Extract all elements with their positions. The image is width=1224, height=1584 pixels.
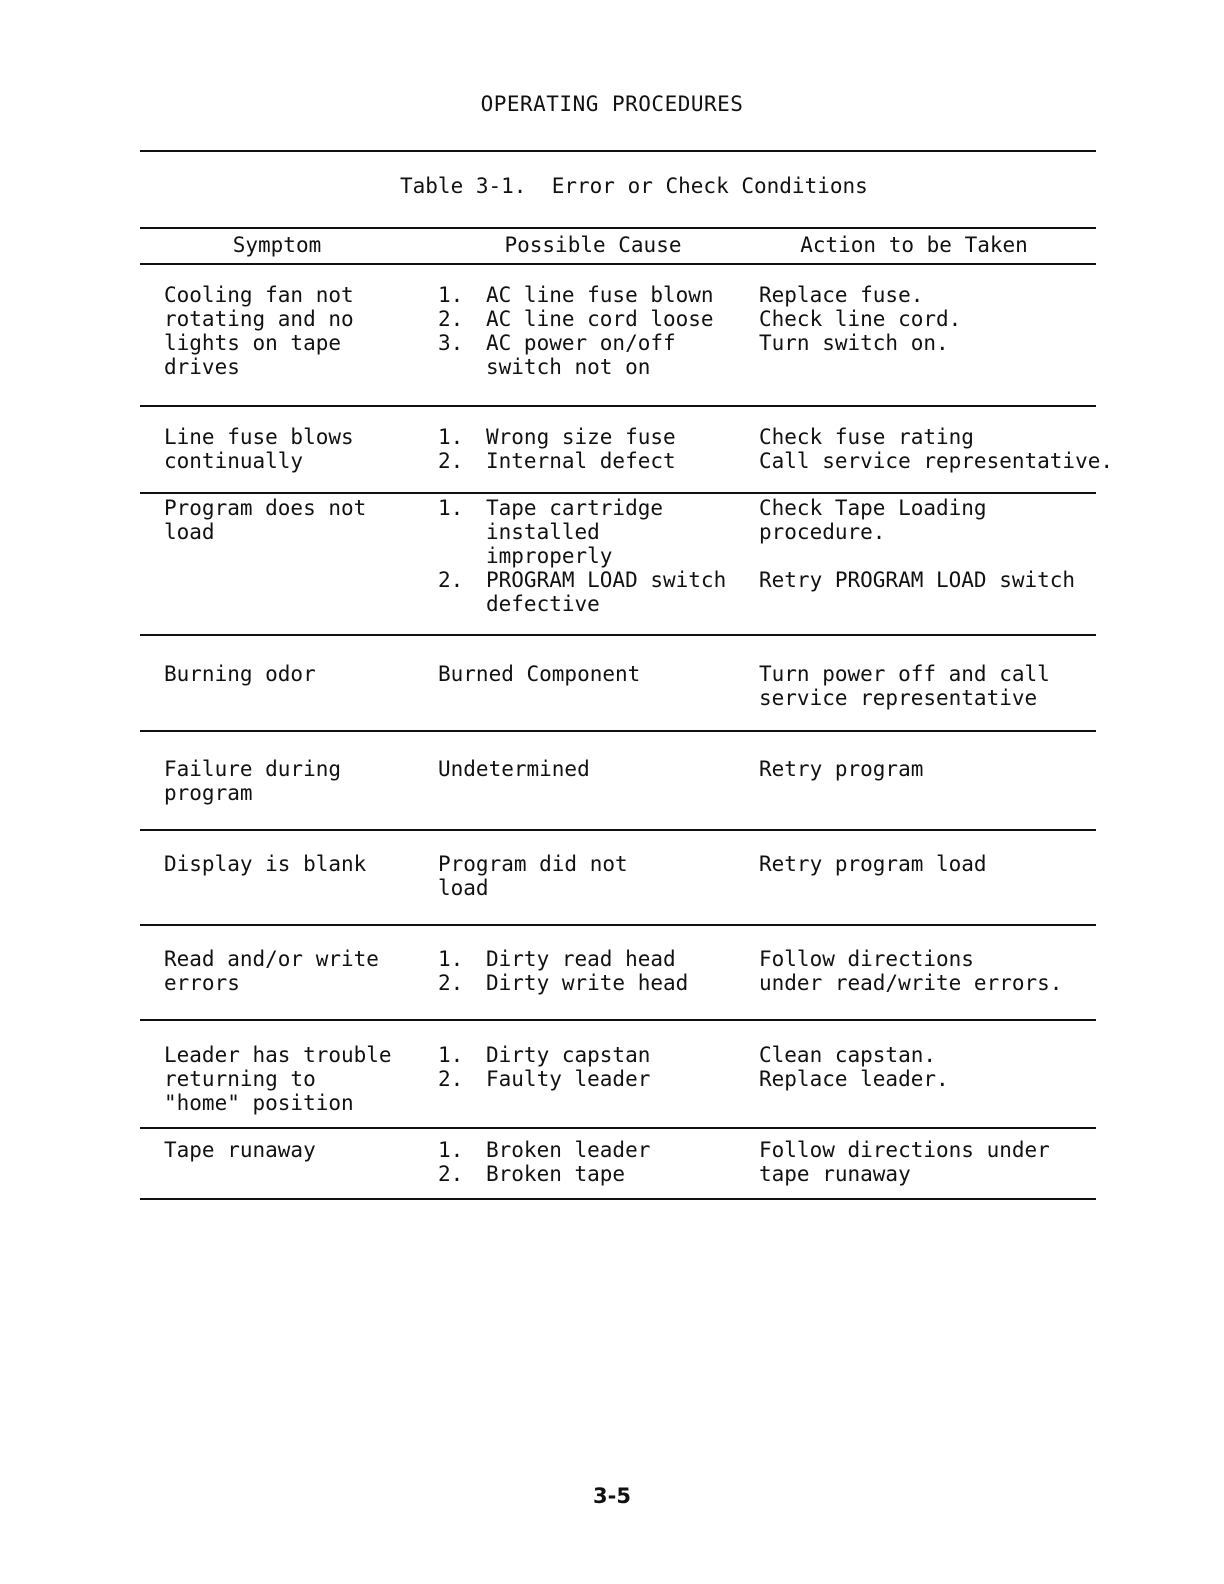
cause-cell (438, 947, 758, 995)
cell-line: Clean capstan. (759, 1043, 937, 1067)
action-cell (759, 1138, 1099, 1186)
cell-line: Retry program load (759, 852, 987, 876)
cell-line: AC line fuse blown (486, 283, 714, 307)
symptom-cell (164, 852, 434, 876)
cause-number: 2. (438, 1162, 464, 1186)
cause-item (438, 1043, 758, 1067)
row-separator-rule (140, 1198, 1096, 1200)
symptom-cell (164, 1043, 434, 1115)
cause-cell (438, 1043, 758, 1091)
cell-line: rotating and no (164, 307, 354, 331)
cell-line: Turn switch on. (759, 331, 949, 355)
column-header-symptom: Symptom (232, 233, 322, 257)
cell-line: Check Tape Loading (759, 496, 987, 520)
table-title: Table 3-1. Error or Check Conditions (400, 174, 868, 198)
cell-line: Dirty write head (486, 971, 689, 995)
cause-text (486, 496, 758, 568)
cause-item (438, 1138, 758, 1162)
page-header: OPERATING PROCEDURES (480, 92, 744, 116)
cell-line: Follow directions (759, 947, 974, 971)
cell-line: Failure during (164, 757, 342, 781)
cell-line: continually (164, 449, 304, 473)
cause-item (438, 331, 758, 379)
symptom-cell (164, 947, 434, 995)
cell-line: PROGRAM LOAD switch (486, 568, 727, 592)
cause-item (438, 568, 758, 616)
cell-line: tape runaway (759, 1162, 911, 1186)
cause-cell (438, 425, 758, 473)
column-header-possible-cause: Possible Cause (504, 233, 682, 257)
cause-cell (438, 662, 758, 686)
cause-cell (438, 1138, 758, 1186)
cell-line: Internal defect (486, 449, 676, 473)
cell-line: Follow directions under (759, 1138, 1050, 1162)
cause-text (486, 947, 758, 971)
action-cell (759, 757, 1099, 781)
header-top-rule (140, 227, 1096, 229)
cell-line: switch not on (486, 355, 651, 379)
cell-line: Retry program (759, 757, 924, 781)
cell-line: under read/write errors. (759, 971, 1063, 995)
cause-number: 1. (438, 947, 464, 971)
row-separator-rule (140, 1127, 1096, 1129)
cause-text (486, 283, 758, 307)
cell-line: AC power on/off (486, 331, 676, 355)
cause-number: 3. (438, 331, 464, 355)
cause-text (486, 1067, 758, 1091)
row-separator-rule (140, 634, 1096, 636)
cell-line: Faulty leader (486, 1067, 651, 1091)
cause-item (438, 283, 758, 307)
cell-line: Tape runaway (164, 1138, 316, 1162)
cell-line: Display is blank (164, 852, 367, 876)
cell-line: defective (486, 592, 600, 616)
cell-line: Replace fuse. (759, 283, 924, 307)
cause-number: 1. (438, 496, 464, 520)
cell-line: Burned Component (438, 662, 641, 686)
symptom-cell (164, 662, 434, 686)
cause-cell (438, 757, 758, 781)
cause-item (438, 1162, 758, 1186)
cell-line: Dirty capstan (486, 1043, 651, 1067)
cause-cell (438, 283, 758, 379)
action-cell (759, 283, 1099, 355)
cause-number: 1. (438, 425, 464, 449)
cell-line: Line fuse blows (164, 425, 354, 449)
symptom-cell (164, 496, 434, 544)
header-bottom-rule (140, 263, 1096, 265)
cell-line: Tape cartridge (486, 496, 664, 520)
cell-line: errors (164, 971, 240, 995)
cell-line: Call service representative. (759, 449, 1114, 473)
cause-text (486, 331, 758, 379)
cause-number: 2. (438, 1067, 464, 1091)
cell-line: drives (164, 355, 240, 379)
cell-line: Turn power off and call (759, 662, 1050, 686)
action-cell (759, 496, 1099, 592)
cause-item (438, 971, 758, 995)
cell-line: procedure. (759, 520, 886, 544)
cause-text (486, 1162, 758, 1186)
cause-text (486, 307, 758, 331)
action-cell (759, 852, 1099, 876)
action-cell (759, 1043, 1099, 1091)
cell-line: Program does not (164, 496, 367, 520)
top-rule (140, 150, 1096, 152)
cause-number: 1. (438, 1138, 464, 1162)
cell-line: improperly (486, 544, 613, 568)
symptom-cell (164, 1138, 434, 1162)
row-separator-rule (140, 1019, 1096, 1021)
cell-line: Broken tape (486, 1162, 626, 1186)
cell-line: Replace leader. (759, 1067, 949, 1091)
cause-number: 2. (438, 307, 464, 331)
cell-line: Leader has trouble (164, 1043, 392, 1067)
cause-cell (438, 496, 758, 616)
cell-line: Read and/or write (164, 947, 379, 971)
cell-line: Cooling fan not (164, 283, 354, 307)
column-header-action: Action to be Taken (800, 233, 1028, 257)
cause-number: 2. (438, 449, 464, 473)
action-cell (759, 425, 1114, 473)
cause-item (438, 449, 758, 473)
cause-item (438, 425, 758, 449)
cell-line: Check line cord. (759, 307, 962, 331)
cause-text (486, 568, 758, 616)
cause-text (486, 449, 758, 473)
cell-line: Retry PROGRAM LOAD switch (759, 568, 1076, 592)
cell-line: Broken leader (486, 1138, 651, 1162)
cell-line: load (438, 876, 489, 900)
action-cell (759, 662, 1099, 710)
cell-line: Burning odor (164, 662, 316, 686)
row-separator-rule (140, 405, 1096, 407)
cell-line: returning to (164, 1067, 316, 1091)
cause-text (486, 1138, 758, 1162)
cell-line: service representative (759, 686, 1038, 710)
cell-line: Wrong size fuse (486, 425, 676, 449)
cell-line: Check fuse rating (759, 425, 974, 449)
row-separator-rule (140, 829, 1096, 831)
cause-cell (438, 852, 758, 900)
cause-text (486, 425, 758, 449)
cell-line (759, 544, 1099, 568)
cause-item (438, 307, 758, 331)
symptom-cell (164, 757, 434, 805)
row-separator-rule (140, 492, 1096, 494)
cause-item (438, 496, 758, 568)
cell-line: Undetermined (438, 757, 590, 781)
action-cell (759, 947, 1099, 995)
cause-number: 1. (438, 1043, 464, 1067)
cell-line: program (164, 781, 253, 805)
cause-number: 1. (438, 283, 464, 307)
cause-number: 2. (438, 568, 464, 592)
cause-text (486, 1043, 758, 1067)
symptom-cell (164, 283, 434, 379)
cell-line: installed (486, 520, 600, 544)
cause-item (438, 947, 758, 971)
symptom-cell (164, 425, 434, 473)
row-separator-rule (140, 730, 1096, 732)
cell-line: lights on tape (164, 331, 342, 355)
page-number: 3-5 (593, 1484, 631, 1508)
cell-line: AC line cord loose (486, 307, 714, 331)
row-separator-rule (140, 924, 1096, 926)
cause-text (486, 971, 758, 995)
cell-line: Program did not (438, 852, 628, 876)
cause-item (438, 1067, 758, 1091)
cause-number: 2. (438, 971, 464, 995)
cell-line: load (164, 520, 215, 544)
cell-line: Dirty read head (486, 947, 676, 971)
cell-line: "home" position (164, 1091, 354, 1115)
